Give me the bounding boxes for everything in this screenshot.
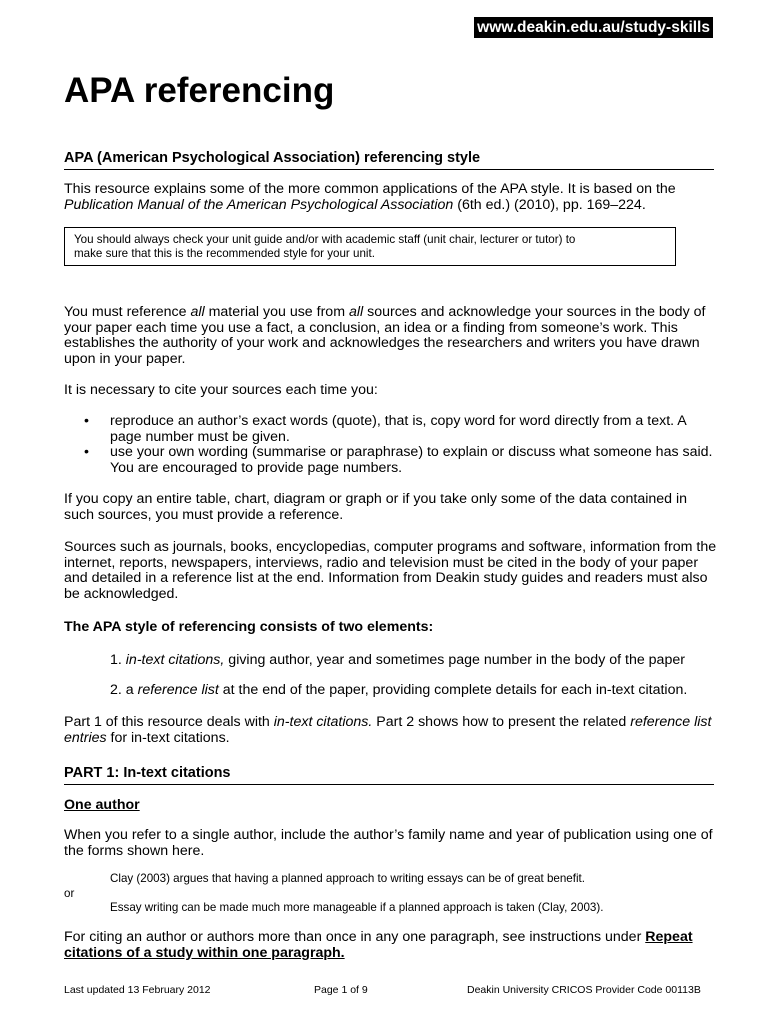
example-citation-narrative: Clay (2003) argues that having a planned approach to writing essays can be of great benefit.: [110, 872, 585, 885]
bullet-icon: •: [84, 444, 89, 460]
parts-text-1: Part 1 of this resource deals with: [64, 714, 274, 730]
parts-em-intext: in-text citations.: [273, 714, 373, 730]
reference-text-2: material you use from: [204, 304, 349, 320]
sources-paragraph: Sources such as journals, books, encyclopedias, computer programs and software, information from the internet, reports, newspapers, interviews, radio and television must be cited in the body of your paper and detailed in a reference list at the end. Information from Deakin study guides and readers must also be acknowledged.: [64, 539, 717, 603]
reference-paragraph: [64, 305, 719, 368]
reference-em-all-1: all: [190, 304, 205, 320]
repeat-paragraph: [64, 930, 719, 961]
list-item: [110, 682, 710, 698]
list-item: [110, 652, 710, 668]
bullet-icon: •: [84, 413, 89, 429]
item-term: in-text citations,: [125, 652, 225, 668]
repeat-citations-link[interactable]: Repeat citations of a study within one paragraph.: [64, 929, 693, 961]
notice-line-1: You should always check your unit guide and/or with academic staff (unit chair, lecturer or tutor) to: [74, 233, 576, 246]
item-number: 1.: [110, 652, 126, 668]
section-heading-apa-style: APA (American Psychological Association) referencing style: [64, 149, 714, 170]
parts-em-reflist: reference list entries: [64, 714, 712, 746]
item-description: giving author, year and sometimes page number in the body of the paper: [224, 652, 685, 668]
bullet-text: use your own wording (summarise or paraphrase) to explain or discuss what someone has said. You are encouraged to provide page numbers.: [110, 444, 713, 476]
reference-text-3: sources and acknowledge your sources in the body of your paper each time you use a fact, a conclusion, an idea or a finding from someone’s work. This establishes the authority of your work and acknowledges the researchers and writers you have drawn upon in your paper.: [64, 304, 706, 368]
item-description: at the end of the paper, providing complete details for each in-text citation.: [218, 682, 688, 698]
elements-heading: The APA style of referencing consists of two elements:: [64, 619, 434, 635]
reference-text-1: You must reference: [64, 304, 191, 320]
example-citation-parenthetical: Essay writing can be made much more manageable if a planned approach is taken (Clay, 2003).: [110, 901, 604, 914]
footer-page-number: Page 1 of 9: [314, 984, 368, 996]
site-url-badge[interactable]: www.deakin.edu.au/study-skills: [474, 17, 713, 38]
parts-paragraph: [64, 715, 719, 746]
item-number: 2. a: [110, 682, 138, 698]
section-heading-part1: PART 1: In-text citations: [64, 764, 714, 785]
reference-em-all-2: all: [348, 304, 364, 320]
parts-text-3: for in-text citations.: [106, 729, 230, 746]
or-label: or: [64, 887, 75, 900]
parts-text-2: Part 2 shows how to present the related: [372, 714, 631, 730]
page-title: APA referencing: [64, 71, 335, 110]
footer-provider-code: Deakin University CRICOS Provider Code 00113B: [467, 984, 701, 996]
repeat-text: For citing an author or authors more than once in any one paragraph, see instructions under: [64, 929, 646, 945]
cite-paragraph: It is necessary to cite your sources each time you:: [64, 382, 378, 398]
notice-box: [64, 227, 676, 266]
copy-paragraph: If you copy an entire table, chart, diagram or graph or if you take only some of the data contained in such sources, you must provide a reference.: [64, 491, 688, 523]
edition-text: (6th ed.) (2010), pp. 169–224.: [453, 196, 646, 213]
notice-line-2: make sure that this is the recommended style for your unit.: [74, 246, 375, 260]
footer-updated: Last updated 13 February 2012: [64, 984, 211, 996]
one-author-intro: When you refer to a single author, include the author’s family name and year of publication using one of the forms shown here.: [64, 827, 713, 859]
intro-text: This resource explains some of the more common applications of the APA style. It is based on the: [64, 181, 676, 197]
one-author-heading: One author: [64, 797, 140, 813]
intro-paragraph: [64, 182, 719, 213]
book-title: Publication Manual of the American Psychological Association: [64, 196, 454, 213]
item-term: reference list: [137, 682, 219, 698]
bullet-text: reproduce an author’s exact words (quote), that is, copy word for word directly from a text. A page number must be given.: [110, 413, 686, 445]
